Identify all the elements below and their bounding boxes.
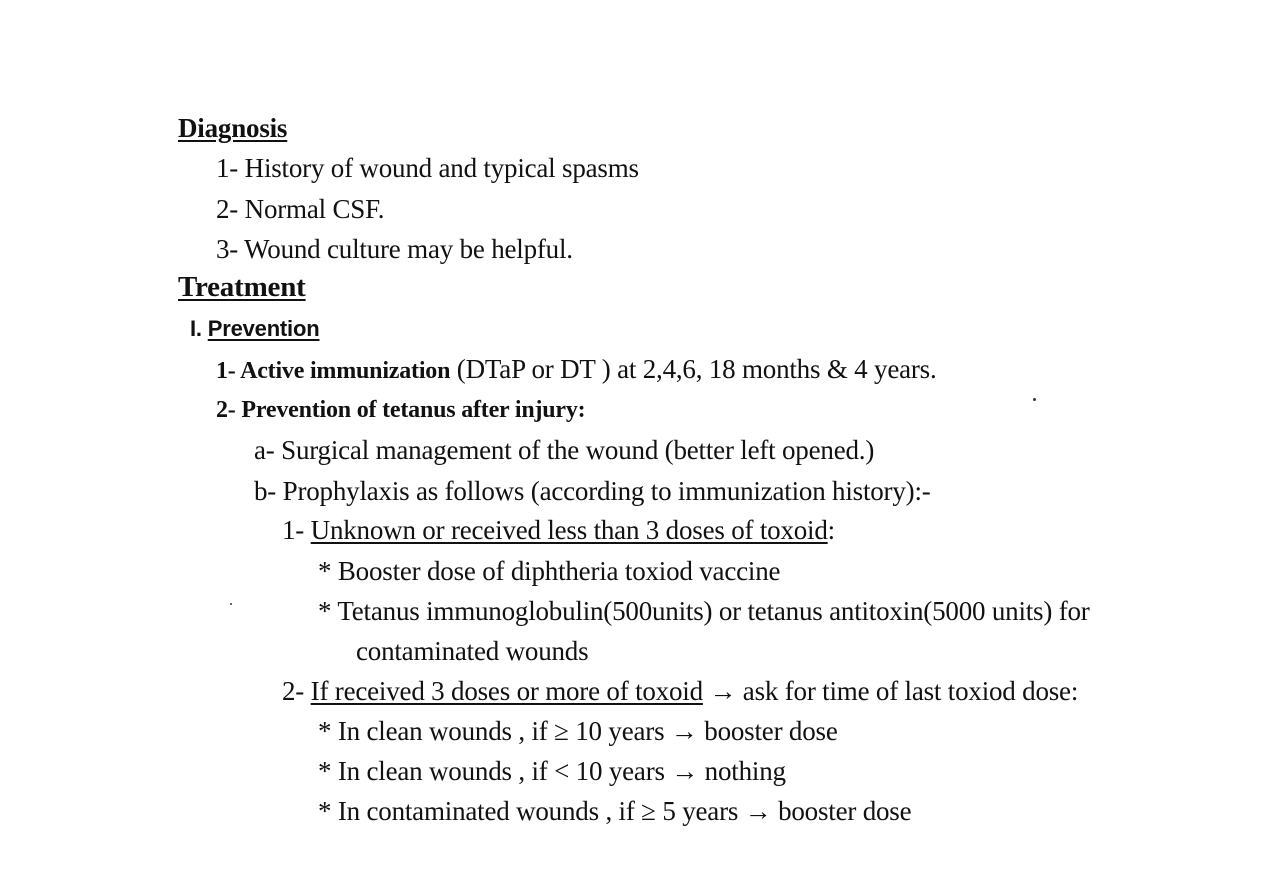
scan-speck — [1033, 398, 1036, 401]
scan-speck — [230, 603, 232, 605]
unknown-toxoid-suffix: : — [827, 515, 835, 545]
diagnosis-item-2: 2- Normal CSF. — [216, 194, 385, 224]
active-immunization-detail: (DTaP or DT ) at 2,4,6, 18 months & 4 years. — [450, 354, 937, 384]
unknown-toxoid-num: 1- — [282, 515, 311, 545]
prevention-label: Prevention — [207, 316, 320, 341]
active-immunization-item — [216, 353, 937, 387]
active-immunization-label: 1- Active immunization — [216, 358, 451, 384]
immunoglobulin-bullet: * Tetanus immunoglobulin(500units) or tetanus antitoxin(5000 units) for — [318, 596, 1090, 626]
prophylaxis-item: b- Prophylaxis as follows (according to immunization history):- — [254, 476, 931, 506]
prevention-numeral: I. — [190, 316, 208, 341]
immunoglobulin-continuation: contaminated wounds — [356, 636, 589, 666]
prevention-heading — [190, 313, 319, 345]
clean-wound-under10-bullet: * In clean wounds , if < 10 years → nothing — [318, 756, 786, 786]
booster-bullet: * Booster dose of diphtheria toxiod vaccine — [318, 556, 781, 586]
received-toxoid-num: 2- — [282, 676, 311, 706]
received-toxoid-label: If received 3 doses or more of toxoid — [310, 676, 703, 706]
received-toxoid-item — [282, 675, 1078, 707]
received-toxoid-suffix: → ask for time of last toxiod dose: — [702, 676, 1079, 706]
diagnosis-heading: Diagnosis — [178, 113, 288, 143]
diagnosis-item-1: 1- History of wound and typical spasms — [216, 153, 639, 183]
contaminated-wound-bullet: * In contaminated wounds , if ≥ 5 years → booster dose — [318, 796, 912, 826]
after-injury-label: 2- Prevention of tetanus after injury: — [216, 397, 586, 423]
diagnosis-item-3: 3- Wound culture may be helpful. — [216, 234, 573, 264]
surgical-management-item: a- Surgical management of the wound (better left opened.) — [254, 435, 875, 465]
treatment-heading: Treatment — [178, 271, 306, 303]
unknown-toxoid-label: Unknown or received less than 3 doses of toxoid — [310, 515, 828, 545]
clean-wound-10plus-bullet: * In clean wounds , if ≥ 10 years → booster dose — [318, 716, 838, 746]
unknown-toxoid-item — [282, 514, 835, 546]
